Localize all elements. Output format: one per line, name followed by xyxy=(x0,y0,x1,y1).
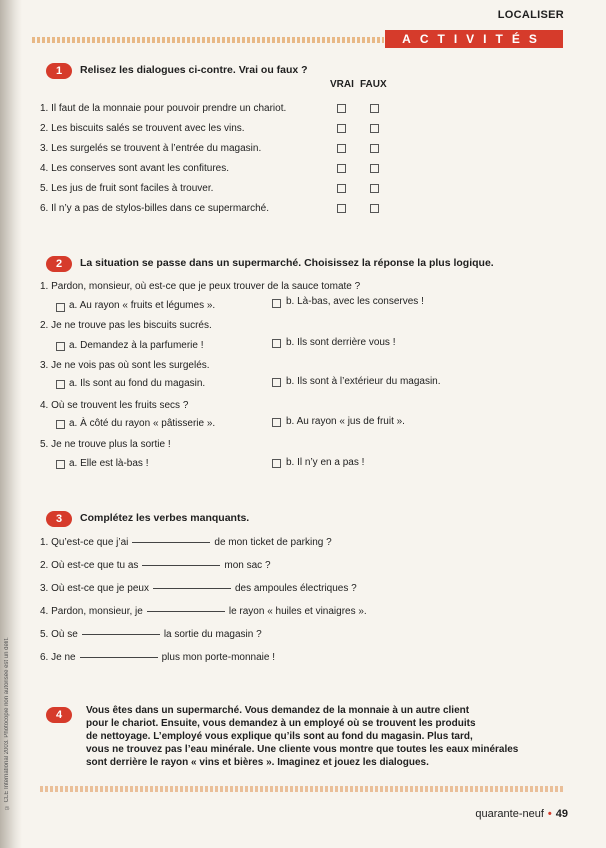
page-number: 49 xyxy=(555,808,568,820)
answer-checkbox[interactable] xyxy=(56,460,65,469)
ex3-item xyxy=(40,537,332,548)
ex1-statement: 6. Il n’y a pas de stylos-billes dans ce supermarché. xyxy=(40,203,269,214)
ex2-answer-b: b. Au rayon « jus de fruit ». xyxy=(286,416,405,427)
answer-blank[interactable] xyxy=(82,634,160,635)
faux-checkbox[interactable] xyxy=(370,184,379,193)
answer-checkbox[interactable] xyxy=(56,420,65,429)
ex2-answer-b: b. Il n’y en a pas ! xyxy=(286,457,365,468)
answer-blank[interactable] xyxy=(153,588,231,589)
exercise-2-badge: 2 xyxy=(46,256,72,272)
ex2-answer-a: a. Demandez à la parfumerie ! xyxy=(69,340,204,351)
ex4-line: pour le chariot. Ensuite, vous demandez à un employé où se trouvent les produits xyxy=(86,718,476,729)
ex3-prefix: 2. Où est-ce que tu as xyxy=(40,560,139,571)
faux-checkbox[interactable] xyxy=(370,124,379,133)
answer-checkbox[interactable] xyxy=(56,303,65,312)
answer-checkbox[interactable] xyxy=(272,418,281,427)
page-word: quarante-neuf xyxy=(475,808,544,820)
ex3-item xyxy=(40,629,262,640)
faux-checkbox[interactable] xyxy=(370,164,379,173)
faux-checkbox[interactable] xyxy=(370,204,379,213)
answer-blank[interactable] xyxy=(132,542,210,543)
ex3-suffix: le rayon « huiles et vinaigres ». xyxy=(228,606,367,617)
answer-checkbox[interactable] xyxy=(272,378,281,387)
ex2-answer-b: b. Ils sont derrière vous ! xyxy=(286,337,396,348)
ex2-answer-b: b. Là-bas, avec les conserves ! xyxy=(286,296,424,307)
ex3-item xyxy=(40,583,357,594)
vrai-checkbox[interactable] xyxy=(337,184,346,193)
ex3-item xyxy=(40,560,271,571)
exercise-1-instruction: Relisez les dialogues ci-contre. Vrai ou faux ? xyxy=(80,64,308,76)
exercise-1-badge: 1 xyxy=(46,63,72,79)
exercise-3-instruction: Complétez les verbes manquants. xyxy=(80,512,250,524)
ex2-answer-b: b. Ils sont à l’extérieur du magasin. xyxy=(286,376,441,387)
footer-divider xyxy=(40,786,565,792)
ex2-question: 3. Je ne vois pas où sont les surgelés. xyxy=(40,360,210,371)
page-footer xyxy=(475,808,568,820)
faux-checkbox[interactable] xyxy=(370,104,379,113)
vrai-checkbox[interactable] xyxy=(337,144,346,153)
ex4-line: Vous êtes dans un supermarché. Vous demandez de la monnaie à un autre client xyxy=(86,705,470,716)
header-divider xyxy=(32,37,384,43)
ex2-question: 4. Où se trouvent les fruits secs ? xyxy=(40,400,189,411)
activites-banner: ACTIVITÉS xyxy=(385,30,563,48)
faux-header: FAUX xyxy=(360,79,387,90)
ex3-suffix: mon sac ? xyxy=(224,560,271,571)
exercise-2-instruction: La situation se passe dans un supermarché. Choisissez la réponse la plus logique. xyxy=(80,257,494,269)
ex2-answer-a: a. Elle est là-bas ! xyxy=(69,458,149,469)
ex1-statement: 3. Les surgelés se trouvent à l’entrée du magasin. xyxy=(40,143,262,154)
ex2-question: 1. Pardon, monsieur, où est-ce que je peux trouver de la sauce tomate ? xyxy=(40,281,361,292)
ex3-suffix: de mon ticket de parking ? xyxy=(214,537,332,548)
vrai-checkbox[interactable] xyxy=(337,124,346,133)
ex3-prefix: 4. Pardon, monsieur, je xyxy=(40,606,143,617)
section-header: LOCALISER xyxy=(497,9,564,21)
ex2-answer-a: a. Au rayon « fruits et légumes ». xyxy=(69,300,216,311)
copyright-note: © CLE International 2003. Photocopie non autorisée est un délit. xyxy=(4,637,10,810)
exercise-4-text xyxy=(86,704,546,769)
ex3-prefix: 6. Je ne xyxy=(40,652,76,663)
ex3-suffix: plus mon porte-monnaie ! xyxy=(161,652,275,663)
ex1-statement: 5. Les jus de fruit sont faciles à trouver. xyxy=(40,183,214,194)
answer-checkbox[interactable] xyxy=(56,342,65,351)
ex1-statement: 4. Les conserves sont avant les confitures. xyxy=(40,163,229,174)
ex2-answer-a: a. Ils sont au fond du magasin. xyxy=(69,378,206,389)
ex3-suffix: la sortie du magasin ? xyxy=(163,629,262,640)
answer-checkbox[interactable] xyxy=(272,299,281,308)
answer-blank[interactable] xyxy=(80,657,158,658)
vrai-checkbox[interactable] xyxy=(337,164,346,173)
ex3-suffix: des ampoules électriques ? xyxy=(234,583,357,594)
vrai-checkbox[interactable] xyxy=(337,104,346,113)
ex3-prefix: 3. Où est-ce que je peux xyxy=(40,583,149,594)
ex1-statement: 1. Il faut de la monnaie pour pouvoir prendre un chariot. xyxy=(40,103,287,114)
ex4-line: de nettoyage. L’employé vous explique qu’ils sont au fond du magasin. Plus tard, xyxy=(86,731,473,742)
vrai-checkbox[interactable] xyxy=(337,204,346,213)
ex2-question: 2. Je ne trouve pas les biscuits sucrés. xyxy=(40,320,212,331)
ex1-statement: 2. Les biscuits salés se trouvent avec les vins. xyxy=(40,123,245,134)
faux-checkbox[interactable] xyxy=(370,144,379,153)
ex3-prefix: 1. Qu’est-ce que j’ai xyxy=(40,537,129,548)
answer-checkbox[interactable] xyxy=(56,380,65,389)
ex4-line: sont derrière le rayon « vins et bières ». Imaginez et jouez les dialogues. xyxy=(86,757,429,768)
ex3-item xyxy=(40,606,367,617)
answer-blank[interactable] xyxy=(147,611,225,612)
exercise-4-badge: 4 xyxy=(46,707,72,723)
ex2-question: 5. Je ne trouve plus la sortie ! xyxy=(40,439,171,450)
ex2-answer-a: a. À côté du rayon « pâtisserie ». xyxy=(69,418,216,429)
answer-checkbox[interactable] xyxy=(272,459,281,468)
bullet-icon: • xyxy=(547,808,552,820)
answer-checkbox[interactable] xyxy=(272,339,281,348)
answer-blank[interactable] xyxy=(142,565,220,566)
exercise-3-badge: 3 xyxy=(46,511,72,527)
vrai-header: VRAI xyxy=(330,79,354,90)
ex3-prefix: 5. Où se xyxy=(40,629,78,640)
ex3-item xyxy=(40,652,275,663)
ex4-line: vous ne trouvez pas l’eau minérale. Une cliente vous montre que toutes les eaux minérales xyxy=(86,744,519,755)
